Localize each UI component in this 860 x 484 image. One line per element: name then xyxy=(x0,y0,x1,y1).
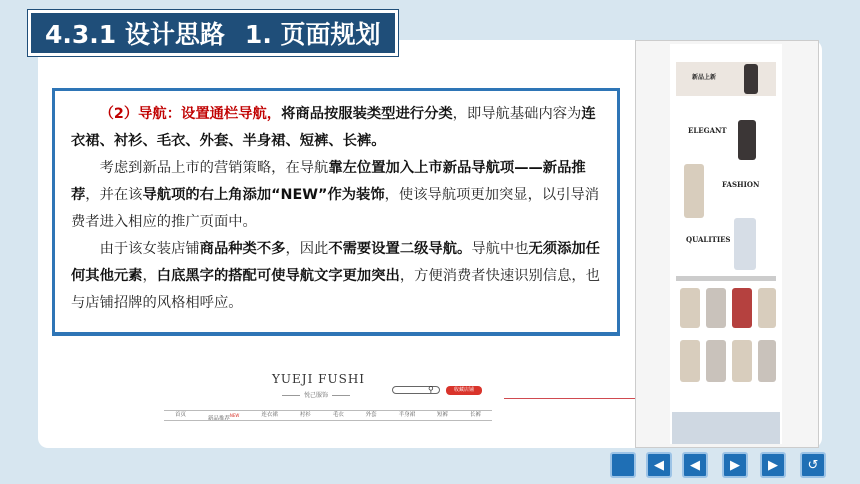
navigation-preview xyxy=(156,368,496,428)
nav-item-sweater[interactable]: 毛衣 xyxy=(332,412,344,418)
nav-item-home[interactable]: 首页 xyxy=(174,412,186,418)
bold-text: 不需要设置二级导航。 xyxy=(328,241,472,257)
hero-text: 新品上新 xyxy=(692,74,717,81)
section-title: 设计思路 xyxy=(124,20,225,49)
favorite-button[interactable]: 收藏店铺 xyxy=(446,386,482,395)
body-text: 由于该女装店铺 xyxy=(99,241,200,257)
lead-text: （2）导航：设置通栏导航， xyxy=(99,106,282,122)
page-thumbnail xyxy=(670,44,782,444)
product-image xyxy=(680,340,700,382)
nav-bar xyxy=(164,411,492,420)
nav-item-dress[interactable]: 连衣裙 xyxy=(261,412,278,418)
search-icon[interactable]: ⚲ xyxy=(428,385,434,394)
brand-subtitle: 悦己服饰 xyxy=(278,390,354,399)
slide-title xyxy=(28,10,398,56)
bold-text: 靠左位置加入上市新品导航项——新品推荐 xyxy=(71,160,586,203)
product-image xyxy=(758,288,776,328)
paragraph-new-item xyxy=(71,155,605,236)
nav-item-shirt[interactable]: 衬衫 xyxy=(299,412,311,418)
section-bar xyxy=(676,276,776,281)
body-text: ，方便消费者快速识别信息，也与店铺招牌的风格相呼应。 xyxy=(71,268,600,311)
body-text: ，即导航基础内容为 xyxy=(452,106,582,122)
body-text: ， xyxy=(142,268,157,284)
heading-fashion: FASHION xyxy=(722,180,760,189)
body-text: ，并在该 xyxy=(85,187,143,203)
page-footer xyxy=(672,412,780,444)
section-number: 4.3.1 xyxy=(45,20,117,49)
return-button[interactable]: ↺ xyxy=(800,452,826,478)
product-image xyxy=(732,288,752,328)
next-page-button[interactable]: ▶ xyxy=(722,452,748,478)
model-image xyxy=(734,218,756,270)
model-image xyxy=(684,164,704,218)
body-text: ，使该导航项更加突显，以引导消费者进入相应的推广页面中。 xyxy=(71,187,600,230)
new-badge: NEW xyxy=(229,413,240,418)
heading-elegant: ELEGANT xyxy=(688,126,727,135)
brand-logo: YUEJI FUSHI xyxy=(272,372,366,386)
nav-item-coat[interactable]: 外套 xyxy=(365,412,377,418)
model-image xyxy=(744,64,758,94)
bold-text: 白底黑字的搭配可使导航文字更加突出 xyxy=(156,268,400,284)
hero-banner xyxy=(676,62,776,96)
bold-text: 导航项的右上角添加“NEW”作为装饰 xyxy=(142,187,385,203)
bold-text: 将商品按服装类型进行分类 xyxy=(281,106,453,122)
bold-text: 连衣裙、衬衫、毛衣、外套、半身裙、短裤、长裤。 xyxy=(71,106,596,149)
subsection-title: 1. 页面规划 xyxy=(244,20,381,49)
last-page-button[interactable]: ▶ xyxy=(760,452,786,478)
body-text: 导航中也 xyxy=(471,241,529,257)
heading-qualities: QUALITIES xyxy=(686,235,731,244)
product-image xyxy=(706,288,726,328)
nav-item-shorts[interactable]: 短裤 xyxy=(437,412,449,418)
description-box xyxy=(52,88,620,336)
product-image xyxy=(758,340,776,382)
paragraph-simple-nav xyxy=(71,236,605,317)
product-image xyxy=(706,340,726,382)
nav-item-new-label: 新品推荐 xyxy=(207,415,230,422)
nav-item-pants[interactable]: 长裤 xyxy=(469,412,481,418)
paragraph-navigation xyxy=(71,101,605,155)
body-text: 考虑到新品上市的营销策略，在导航 xyxy=(99,160,329,176)
bold-text: 无须添加任何其他元素 xyxy=(71,241,600,284)
blank-button[interactable] xyxy=(610,452,636,478)
nav-divider-bottom xyxy=(164,420,492,421)
connector-line xyxy=(504,398,652,399)
nav-item-new[interactable] xyxy=(208,411,240,420)
body-text: ，因此 xyxy=(285,241,329,257)
product-image xyxy=(732,340,752,382)
bold-text: 商品种类不多 xyxy=(199,241,286,257)
section-number-title xyxy=(45,15,225,51)
first-page-button[interactable]: ◀ xyxy=(646,452,672,478)
previous-page-button[interactable]: ◀ xyxy=(682,452,708,478)
product-image xyxy=(680,288,700,328)
model-image xyxy=(738,120,756,160)
nav-item-skirt[interactable]: 半身裙 xyxy=(398,412,416,418)
